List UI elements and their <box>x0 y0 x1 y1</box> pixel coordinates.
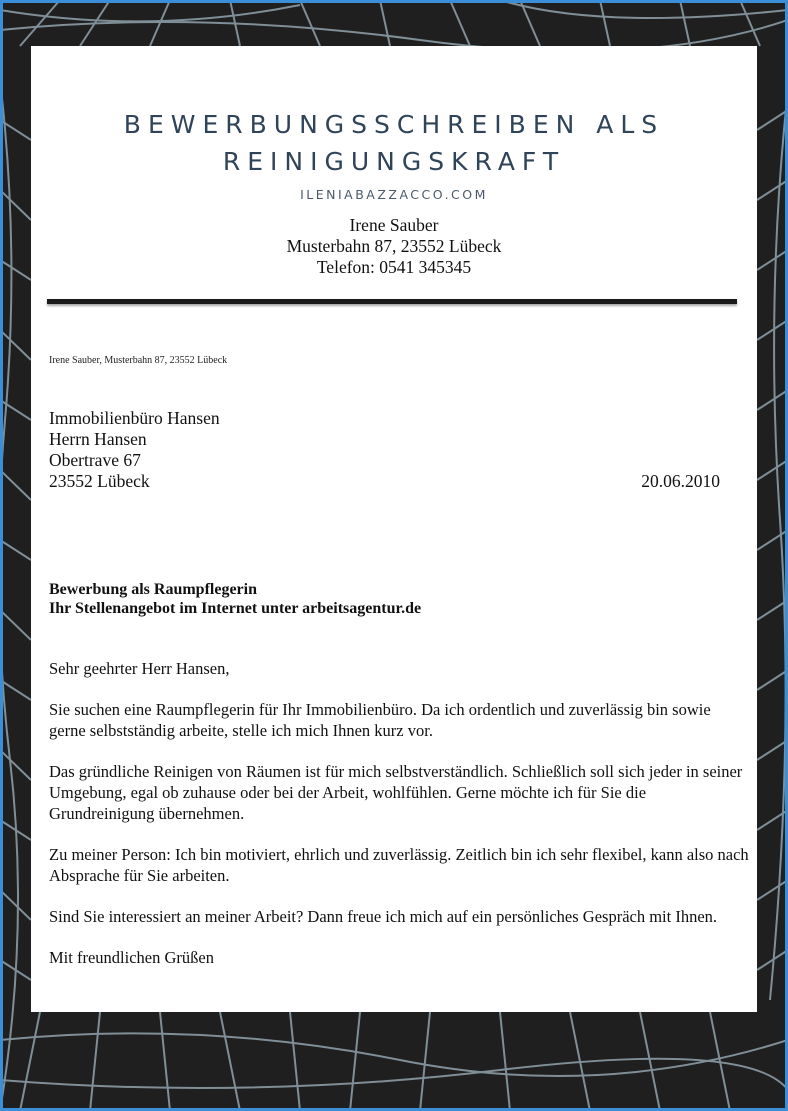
recipient-person: Herrn Hansen <box>49 429 147 449</box>
header-divider <box>47 299 737 304</box>
paragraph-4: Sind Sie interessiert an meiner Arbeit? Dann freue ich mich auf ein persönliches Gespräch mit Ihnen. <box>49 907 718 926</box>
paragraph-2: Das gründliche Reinigen von Räumen ist für mich selbstverständlich. Schließlich soll sich jeder in seiner Umgebung, egal ob zuhause oder bei der Arbeit, wohlfühlen. Gerne möchte ich für Sie die Grundreinigung übernehmen. <box>49 762 743 823</box>
subject-line <box>49 580 421 618</box>
recipient-company: Immobilienbüro Hansen <box>49 408 220 428</box>
letter-body <box>49 658 749 988</box>
sender-header <box>31 215 757 278</box>
closing: Mit freundlichen Grüßen <box>49 948 214 967</box>
paragraph-1: Sie suchen eine Raumpflegerin für Ihr Immobilienbüro. Da ich ordentlich und zuverlässig bin sowie gerne selbstständig arbeite, stelle ich mich Ihnen kurz vor. <box>49 700 711 740</box>
recipient-street: Obertrave 67 <box>49 450 141 470</box>
letter-page <box>31 46 757 1012</box>
letter-date: 20.06.2010 <box>641 471 720 491</box>
document-title <box>31 106 757 180</box>
subject-line-1: Bewerbung als Raumpflegerin <box>49 581 257 598</box>
recipient-city: 23552 Lübeck <box>49 471 150 491</box>
salutation: Sehr geehrter Herr Hansen, <box>49 659 230 678</box>
title-line-2: REINIGUNGSKRAFT <box>222 147 566 176</box>
sender-address: Musterbahn 87, 23552 Lübeck <box>286 236 502 256</box>
subject-line-2: Ihr Stellenangebot im Internet unter arbeitsagentur.de <box>49 600 422 617</box>
site-name: ILENIABAZZACCO.COM <box>300 187 488 202</box>
sender-name: Irene Sauber <box>349 215 439 235</box>
return-address: Irene Sauber, Musterbahn 87, 23552 Lübeck <box>49 355 228 366</box>
recipient-address <box>49 408 220 492</box>
paragraph-3: Zu meiner Person: Ich bin motiviert, ehrlich und zuverlässig. Zeitlich bin ich sehr flexibel, kann also nach Absprache für Sie arbeiten. <box>49 845 749 885</box>
title-line-1: BEWERBUNGSSCHREIBEN ALS <box>123 110 665 139</box>
sender-phone: Telefon: 0541 345345 <box>316 257 472 277</box>
